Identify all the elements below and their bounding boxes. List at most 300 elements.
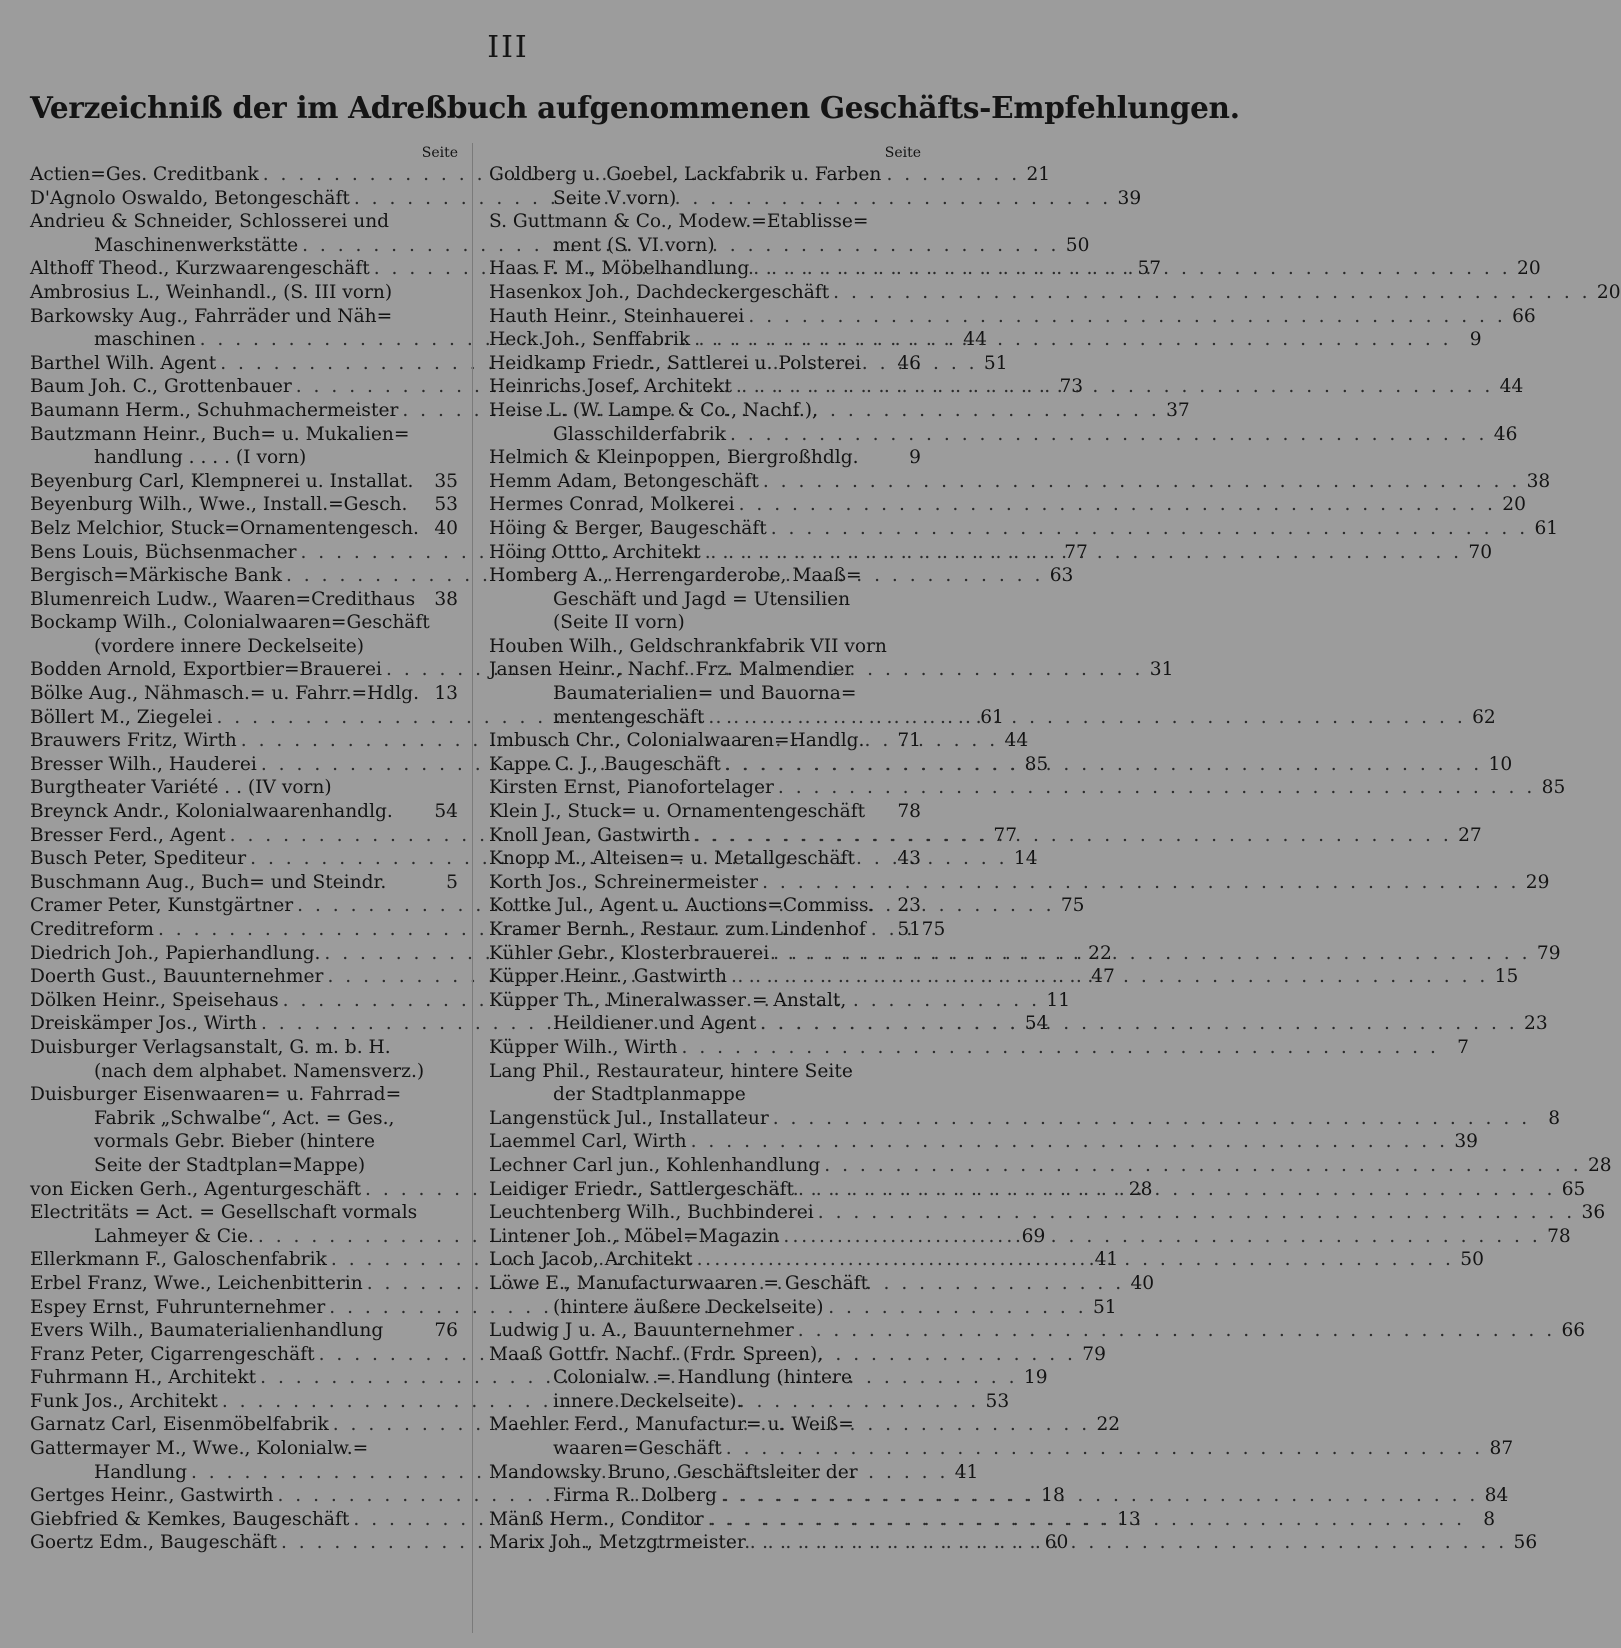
entry-text: Busch Peter, Spediteur: [30, 848, 247, 870]
entry-text: Glasschilderfabrik: [553, 423, 727, 445]
index-entry: [489, 1461, 921, 1485]
entry-page-number: 8: [1483, 1508, 1496, 1530]
index-entry: [30, 493, 458, 517]
leader-dots: [814, 1201, 1575, 1225]
leader-dots: [727, 965, 1488, 989]
seite-label-right: Seite: [884, 145, 921, 161]
index-entry: [489, 399, 921, 423]
index-entry: [489, 281, 1621, 305]
entry-page-number: 19: [1023, 1367, 1048, 1389]
entry-text: Althoff Theod., Kurzwaarengeschäft: [30, 258, 370, 280]
leader-dots: [774, 776, 1535, 800]
entry-page-number: 28: [1128, 1178, 1153, 1200]
entry-text: Duisburger Verlagsanstalt, G. m. b. H.: [30, 1036, 391, 1058]
index-entry: [489, 1413, 921, 1437]
entry-text: (Seite II vorn): [553, 612, 685, 634]
entry-text: Actien=Ges. Creditbank: [30, 164, 259, 185]
index-entry: [30, 588, 458, 612]
entry-page-number: 27: [1458, 824, 1482, 846]
index-entry: [30, 635, 458, 659]
leader-dots: [687, 1130, 1448, 1154]
entry-text: Homberg A., Herrengarderobe, Maaß=: [489, 565, 862, 587]
index-entry: [489, 234, 921, 258]
index-entry: [489, 163, 921, 187]
entry-text: Colonialw. = Handlung (hintere: [553, 1367, 852, 1389]
entry-page-number: 51: [897, 919, 921, 940]
entry-text: Höing Ottto, Architekt: [489, 541, 701, 563]
entry-text: von Eicken Gerh., Agenturgeschäft: [30, 1178, 362, 1200]
entry-text: Blumenreich Ludw., Waaren=Credithaus: [30, 588, 416, 610]
entry-text: Haas F. M., Möbelhandlung: [489, 258, 750, 280]
entry-text: Burgtheater Variété . . (IV vorn): [30, 777, 332, 799]
entry-text: Bresser Wilh., Hauderei: [30, 753, 257, 775]
entry-text: handlung . . . . (I vorn): [94, 447, 307, 469]
entry-text: Mänß Herm., Conditor: [489, 1508, 704, 1530]
index-entry: [489, 352, 921, 376]
entry-page-number: 46: [1493, 423, 1518, 445]
entry-page-number: 85: [1541, 777, 1566, 799]
entry-page-number: 71: [897, 730, 921, 752]
index-entry: [30, 1130, 458, 1154]
entry-text: Diedrich Joh., Papierhandlung.: [30, 942, 321, 964]
entry-text: Bautzmann Heinr., Buch= u. Mukalien=: [30, 423, 410, 445]
entry-text: Lechner Carl jun., Kohlenhandlung: [489, 1154, 821, 1176]
page-number: III: [487, 30, 529, 65]
entry-text: Barthel Wilh. Agent: [30, 352, 217, 374]
entry-text: Kappe C. J., Baugeschäft: [489, 753, 721, 775]
entry-page-number: 75: [1060, 895, 1085, 917]
entry-text: Ambrosius L., Weinhandl., (S. III vorn): [30, 281, 393, 303]
entry-text: Maschinenwerkstätte: [94, 234, 299, 256]
entry-text: mentengeschäft: [553, 706, 705, 728]
index-entry: [489, 588, 921, 612]
entry-text: Hasenkox Joh., Dachdeckergeschäft: [489, 281, 830, 303]
index-entry: [489, 1060, 921, 1084]
index-entry: [30, 305, 458, 329]
leader-dots: [722, 1437, 1483, 1461]
entry-text: Barkowsky Aug., Fahrräder und Näh=: [30, 305, 393, 327]
column-divider: [472, 143, 473, 1633]
leader-dots: [704, 1508, 1465, 1532]
index-entry: [489, 1390, 921, 1414]
entry-page-number: 22: [1088, 942, 1112, 964]
leader-dots: [735, 493, 1496, 517]
index-entry: [489, 1036, 1469, 1060]
entry-page-number: 13: [434, 683, 458, 705]
entry-page-number: 40: [1130, 1272, 1155, 1294]
entry-text: Korth Jos., Schreinermeister: [489, 871, 759, 893]
leader-dots: [767, 517, 1528, 541]
entry-page-number: 69: [1021, 1225, 1046, 1247]
entry-text: Garnatz Carl, Eisenmöbelfabrik: [30, 1414, 329, 1436]
entry-page-number: 37: [1166, 399, 1190, 421]
leader-dots: [690, 824, 1451, 848]
entry-page-number: 76: [434, 1320, 458, 1342]
entry-text: Küpper Heinr., Gastwirth: [489, 966, 727, 988]
entry-text: Fuhrmann H., Architekt: [30, 1367, 257, 1389]
entry-text: Gattermayer M., Wwe., Kolonialw.=: [30, 1438, 369, 1460]
entry-page-number: 39: [1454, 1131, 1478, 1153]
index-entry: [489, 611, 921, 635]
entry-page-number: 10: [1488, 753, 1513, 775]
index-entry: [30, 281, 458, 305]
entry-page-number: 54: [1024, 1013, 1049, 1035]
index-entry: [489, 776, 1566, 800]
index-entry: [30, 470, 458, 494]
entry-text: Heildiener und Agent: [553, 1013, 757, 1035]
entry-page-number: 44: [1004, 730, 1029, 752]
index-entry: [489, 1201, 1606, 1225]
entry-page-number: 15: [1494, 966, 1519, 988]
leader-dots: [769, 942, 1530, 966]
entry-page-number: 66: [1512, 305, 1536, 327]
entry-page-number: 50: [1460, 1249, 1484, 1271]
index-entry: [489, 847, 921, 871]
leader-dots: [701, 541, 1462, 565]
entry-text: Knopp M., Alteisen= u. Metallgeschäft: [489, 848, 855, 870]
entry-page-number: 51: [983, 352, 1008, 374]
index-entry: [30, 210, 458, 234]
entry-text: Baumaterialien= und Bauorna=: [553, 683, 857, 705]
index-entry: [489, 1154, 1612, 1178]
entry-text: Beyenburg Carl, Klempnerei u. Installat.: [30, 470, 414, 492]
index-entry: [30, 1437, 458, 1461]
leader-dots: [820, 1154, 1581, 1178]
entry-page-number: 79: [1082, 1343, 1106, 1365]
entry-page-number: 22: [1096, 1414, 1121, 1436]
entry-page-number: 20: [1516, 258, 1541, 280]
entry-page-number: 84: [1484, 1485, 1509, 1507]
index-entry: [30, 1201, 458, 1225]
entry-text: Lintener Joh., Möbel=Magazin: [489, 1225, 780, 1247]
entry-text: Evers Wilh., Baumaterialienhandlung: [30, 1320, 384, 1342]
entry-text: Handlung: [94, 1461, 187, 1483]
entry-page-number: 9: [909, 447, 921, 469]
entry-text: Bölke Aug., Nähmasch.= u. Fahrr.=Hdlg.: [30, 683, 419, 705]
entry-page-number: 63: [1049, 565, 1074, 587]
entry-text: Doerth Gust., Bauunternehmer: [30, 966, 324, 988]
index-entry: [489, 493, 1526, 517]
index-entry: [30, 1319, 458, 1343]
entry-text: Gertges Heinr., Gastwirth: [30, 1485, 274, 1507]
entry-text: D'Agnolo Oswaldo, Betongeschäft: [30, 187, 350, 209]
entry-text: Seite V vorn): [553, 187, 677, 209]
index-entry: [489, 918, 921, 942]
entry-page-number: 46: [897, 352, 921, 374]
index-entry: [30, 682, 458, 706]
index-entry: [489, 894, 921, 918]
leader-dots: [726, 423, 1487, 447]
index-entry: [489, 800, 921, 824]
index-entry: [489, 1083, 921, 1107]
entry-text: Heidkamp Friedr., Sattlerei u. Polsterei: [489, 352, 862, 374]
index-entry: [489, 210, 921, 234]
entry-text: Giebfried & Kemkes, Baugeschäft: [30, 1508, 350, 1530]
entry-text: Andrieu & Schneider, Schlosserei und: [30, 211, 390, 233]
entry-text: Belz Melchior, Stuck=Ornamentengesch.: [30, 517, 419, 539]
leader-dots: [744, 305, 1505, 329]
entry-text: Breynck Andr., Kolonialwaarenhandlg.: [30, 801, 393, 823]
entry-page-number: 51: [1092, 1296, 1117, 1318]
entry-text: (nach dem alphabet. Namensverz.): [94, 1060, 425, 1082]
entry-text: Bodden Arnold, Exportbier=Brauerei: [30, 659, 383, 681]
entry-text: maschinen: [94, 329, 196, 351]
entry-page-number: 73: [1059, 376, 1084, 398]
index-entry: [30, 611, 458, 635]
index-entry: [30, 800, 458, 824]
entry-page-number: 13: [1117, 1508, 1141, 1530]
entry-text: Bens Louis, Büchsenmacher: [30, 541, 297, 563]
entry-text: Hemm Adam, Betongeschäft: [489, 470, 759, 492]
entry-text: Knoll Jean, Gastwirth: [489, 824, 691, 846]
index-entry: [489, 1130, 1478, 1154]
entry-page-number: 41: [1094, 1249, 1119, 1271]
entry-text: Heinrichs Josef, Architekt: [489, 376, 732, 398]
entry-text: Leuchtenberg Wilh., Buchbinderei: [489, 1202, 814, 1224]
index-entry: [30, 446, 458, 470]
index-entry: [30, 1154, 458, 1178]
entry-text: Küpper Th., Mineralwasser = Anstalt,: [489, 989, 847, 1011]
leader-dots: [690, 328, 1451, 352]
index-entry: [489, 187, 921, 211]
entry-text: S. Guttmann & Co., Modew.=Etablisse=: [489, 211, 869, 233]
index-entry: [489, 1107, 1561, 1131]
entry-text: Erbel Franz, Wwe., Leichenbitterin: [30, 1272, 363, 1294]
entry-page-number: 38: [1526, 470, 1551, 492]
entry-text: Jansen Heinr., Nachf. Frz. Malmendier: [489, 659, 854, 681]
entry-text: Maaß Gottfr. Nachf. (Frdr. Spreen),: [489, 1343, 824, 1365]
entry-page-number: 70: [1468, 541, 1493, 563]
entry-text: Hauth Heinr., Steinhauerei: [489, 305, 745, 327]
entry-text: Kühler Gebr., Klosterbrauerei: [489, 942, 770, 964]
index-entry: [489, 989, 921, 1013]
entry-text: Brauwers Fritz, Wirth: [30, 730, 237, 752]
entry-text: Ellerkmann F., Galoschenfabrik: [30, 1249, 327, 1271]
entry-page-number: 7: [1457, 1036, 1469, 1058]
entry-page-number: 40: [434, 517, 458, 539]
leader-dots: [829, 281, 1590, 305]
entry-page-number: 44: [963, 329, 987, 351]
entry-page-number: 14: [1013, 848, 1038, 870]
entry-text: Buschmann Aug., Buch= und Steindr.: [30, 871, 387, 893]
entry-text: waaren=Geschäft: [553, 1438, 722, 1460]
entry-text: Dölken Heinr., Speisehaus: [30, 989, 279, 1011]
entry-text: Bergisch=Märkische Bank: [30, 565, 282, 587]
entry-text: vormals Gebr. Bieber (hintere: [94, 1131, 375, 1153]
entry-page-number: 66: [1561, 1320, 1586, 1342]
index-entry: [489, 1319, 1586, 1343]
index-entry: [489, 658, 921, 682]
entry-page-number: 65: [1561, 1178, 1586, 1200]
entry-page-number: 38: [434, 588, 458, 610]
index-entry: [489, 517, 1559, 541]
entry-page-number: 50: [1065, 234, 1090, 256]
index-entry: [489, 1296, 921, 1320]
entry-page-number: 62: [1472, 706, 1496, 728]
entry-text: der Stadtplanmappe: [553, 1084, 746, 1106]
entry-text: Löwe E., Manufacturwaaren = Geschäft: [489, 1272, 869, 1294]
leader-dots: [704, 706, 1465, 730]
entry-text: Baum Joh. C., Grottenbauer: [30, 376, 292, 398]
entry-page-number: 43: [897, 848, 921, 870]
index-entry: [489, 1437, 1514, 1461]
entry-page-number: 47: [1091, 966, 1115, 988]
entry-text: Bockamp Wilh., Colonialwaaren=Geschäft: [30, 612, 430, 634]
entry-text: Imbusch Chr., Colonialwaaren=Handlg.: [489, 730, 865, 752]
entry-page-number: 23: [897, 895, 921, 917]
entry-text: Lahmeyer & Cie.: [94, 1225, 254, 1247]
index-entry: [30, 1060, 458, 1084]
leader-dots: [794, 1178, 1555, 1202]
leader-dots: [746, 1531, 1507, 1555]
entry-text: Goldberg u. Goebel, Lackfabrik u. Farben: [489, 164, 882, 185]
index-entry: [30, 517, 458, 541]
entry-text: Langenstück Jul., Installateur: [489, 1107, 769, 1129]
index-entry: [489, 729, 921, 753]
entry-page-number: 20: [1502, 494, 1526, 516]
leader-dots: [759, 470, 1520, 494]
entry-text: Dreiskämper Jos., Wirth: [30, 1013, 257, 1035]
entry-page-number: 87: [1489, 1438, 1514, 1460]
entry-page-number: 20: [1596, 281, 1621, 303]
entry-text: Cramer Peter, Kunstgärtner: [30, 895, 294, 917]
entry-text: Seite der Stadtplan=Mappe): [94, 1154, 366, 1176]
entry-page-number: 57: [1137, 258, 1162, 280]
entry-page-number: 35: [434, 470, 458, 492]
entry-text: Kirsten Ernst, Pianofortelager: [489, 777, 774, 799]
entry-page-number: 78: [1547, 1225, 1571, 1247]
leader-dots: [758, 871, 1519, 895]
seite-label-left: Seite: [421, 145, 458, 161]
index-entry: [30, 776, 458, 800]
entry-text: Helmich & Kleinpoppen, Biergroßhdlg.: [489, 447, 859, 469]
entry-page-number: 54: [434, 801, 458, 823]
entry-page-number: 77: [1064, 541, 1088, 563]
index-entry: [30, 871, 458, 895]
page-title: Verzeichniß der im Adreßbuch aufgenommenen Geschäfts-Empfehlungen.: [30, 90, 1240, 125]
index-entry: [30, 423, 458, 447]
entry-text: Franz Peter, Cigarrengeschäft: [30, 1343, 315, 1365]
entry-text: Creditreform: [30, 919, 154, 940]
leader-dots: [721, 753, 1482, 777]
entry-text: Höing & Berger, Baugeschäft: [489, 517, 767, 539]
leader-dots: [749, 257, 1510, 281]
entry-text: Mandowsky Bruno, Geschäftsleiter der: [489, 1461, 858, 1483]
entry-page-number: 41: [954, 1461, 979, 1483]
entry-text: Kottke Jul., Agent u. Auctions=Commiss.: [489, 895, 875, 917]
index-entry: [489, 1366, 921, 1390]
entry-page-number: 61: [980, 706, 1004, 728]
leader-dots: [678, 1036, 1439, 1060]
entry-page-number: 53: [434, 494, 458, 516]
entry-page-number: 85: [1024, 753, 1049, 775]
entry-page-number: 36: [1581, 1202, 1606, 1224]
entry-text: Espey Ernst, Fuhrunternehmer: [30, 1296, 326, 1318]
entry-text: Geschäft und Jagd = Utensilien: [553, 588, 851, 610]
entry-text: Goertz Edm., Baugeschäft: [30, 1532, 277, 1554]
entry-text: Maehler Ferd., Manufactur= u. Weiß=: [489, 1414, 854, 1436]
entry-text: Marix Joh., Metzgtrmeister: [489, 1532, 746, 1554]
entry-page-number: 11: [1046, 989, 1071, 1011]
entry-text: Küpper Wilh., Wirth: [489, 1036, 678, 1058]
entry-text: Kramer Bernh., Restaur. zum Lindenhof: [489, 919, 866, 940]
entry-text: Laemmel Carl, Wirth: [489, 1131, 687, 1153]
entry-page-number: 44: [1499, 376, 1524, 398]
entry-page-number: 39: [1117, 187, 1142, 209]
entry-text: Funk Jos., Architekt: [30, 1390, 218, 1412]
index-entry: [489, 423, 1518, 447]
entry-page-number: 18: [1041, 1485, 1065, 1507]
entry-page-number: 31: [1149, 659, 1174, 681]
index-entry: [489, 446, 921, 470]
entry-page-number: 53: [985, 1390, 1010, 1412]
entry-text: Duisburger Eisenwaaren= u. Fahrrad=: [30, 1084, 402, 1106]
index-entry: [489, 682, 921, 706]
entry-page-number: 5: [446, 871, 458, 893]
index-entry: [30, 1083, 458, 1107]
index-entry: [489, 1343, 921, 1367]
entry-page-number: 23: [1524, 1013, 1548, 1035]
entry-page-number: 78: [897, 801, 921, 823]
index-entry: [489, 1272, 921, 1296]
entry-text: Klein J., Stuck= u. Ornamentengeschäft: [489, 801, 866, 823]
index-entry: [489, 635, 921, 659]
entry-page-number: 60: [1044, 1532, 1069, 1554]
entry-page-number: 21: [1026, 164, 1051, 185]
entry-page-number: 56: [1513, 1532, 1538, 1554]
entry-text: Firma R. Dolberg: [553, 1485, 717, 1507]
entry-page-number: 9: [1469, 329, 1482, 351]
entry-text: Ludwig J u. A., Bauunternehmer: [489, 1320, 794, 1342]
entry-page-number: 75: [921, 919, 946, 940]
entry-text: Bresser Ferd., Agent: [30, 824, 226, 846]
index-entry: [489, 305, 1536, 329]
index-entry: [489, 564, 921, 588]
entry-text: Böllert M., Ziegelei: [30, 706, 213, 728]
leader-dots: [769, 1107, 1530, 1131]
entry-text: (vordere innere Deckelseite): [94, 635, 365, 657]
entry-text: Electritäts = Act. = Gesellschaft vormals: [30, 1202, 418, 1224]
entry-text: Baumann Herm., Schuhmachermeister: [30, 399, 399, 421]
entry-text: Heck Joh., Senffabrik: [489, 329, 691, 351]
leader-dots: [756, 1012, 1517, 1036]
index-entry: [30, 1036, 458, 1060]
entry-text: Hermes Conrad, Molkerei: [489, 494, 735, 516]
entry-text: Loch Jacob, Architekt: [489, 1249, 693, 1271]
entry-page-number: 61: [1534, 517, 1559, 539]
entry-text: Heise L. (W. Lampe & Co., Nachf.),: [489, 399, 818, 421]
entry-text: (hintere äußere Deckelseite): [553, 1296, 824, 1318]
entry-page-number: 79: [1536, 942, 1561, 964]
leader-dots: [779, 1225, 1540, 1249]
leader-dots: [794, 1319, 1555, 1343]
index-entry: [489, 470, 1551, 494]
entry-page-number: 29: [1525, 871, 1550, 893]
entry-text: Fabrik „Schwalbe“, Act. = Ges.,: [94, 1107, 395, 1129]
entry-text: innere Deckelseite).: [553, 1390, 743, 1412]
index-entry: [489, 871, 1550, 895]
index-entry: [30, 1107, 458, 1131]
entry-text: Lang Phil., Restaurateur, hintere Seite: [489, 1060, 853, 1082]
leader-dots: [732, 375, 1493, 399]
entry-text: ment (S. VI vorn): [553, 234, 715, 256]
entry-text: Beyenburg Wilh., Wwe., Install.=Gesch.: [30, 494, 408, 516]
entry-text: Houben Wilh., Geldschrankfabrik VII vorn: [489, 635, 887, 657]
leader-dots: [717, 1484, 1478, 1508]
entry-text: Leidiger Friedr., Sattlergeschäft: [489, 1178, 794, 1200]
entry-page-number: 77: [993, 824, 1018, 846]
leader-dots: [693, 1248, 1454, 1272]
